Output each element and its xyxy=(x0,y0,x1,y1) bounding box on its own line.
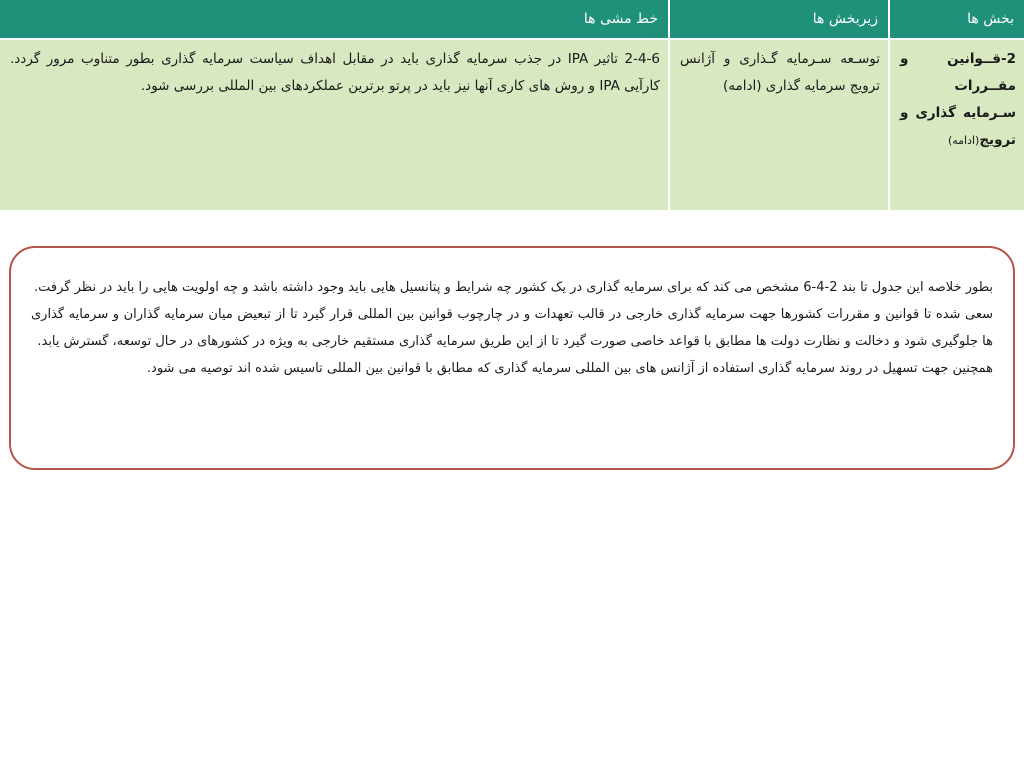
summary-paragraph: سعی شده تا قوانین و مقررات کشورها جهت سرمایه گذاری خارجی در قالب تعهدات و در چارچوب قوانین بین المللی قرار گیرد تا از تبعیض میان سرمایه گذاران و سرمایه گذاری ها جلوگیری شود و دخالت و نظارت دولت ها مطابق با قواعد خاصی صورت گیرد تا از این طریق سرمایه گذاری مستقیم خارجی به ویژه در کشورهای در حال توسعه، گسترش یابد. xyxy=(31,307,993,349)
cell-guideline: 2-4-6 تاثیر IPA در جذب سرمایه گذاری باید در مقابل اهداف سیاست سرمایه گذاری بطور متناوب مرور گردد. کارآیی IPA و روش های کاری آنها نیز باید در پرتو برترین عملکردهای بین المللی بررسی شود. xyxy=(0,39,669,210)
cell-subsection: توسـعه سـرمایه گـذاری و آژانس ترویج سرمایه گذاری (ادامه) xyxy=(669,39,889,210)
header-guideline: خط مشی ها xyxy=(0,0,669,39)
policy-table xyxy=(0,0,1024,210)
summary-paragraph: بطور خلاصه این جدول تا بند 2-4-6 مشخص می کند که برای سرمایه گذاری در یک کشور چه شرایط و پتانسیل هایی باید وجود داشته باشد و چه اولویت هایی را باید در نظر گرفت. xyxy=(34,280,993,295)
table-row xyxy=(0,39,1024,210)
header-section: بخش ها xyxy=(889,0,1024,39)
cell-section xyxy=(889,39,1024,210)
section-title: 2-قــوانین و مقــررات سـرمایه گذاری و ترویج xyxy=(900,51,1016,148)
section-note: (ادامه) xyxy=(947,134,980,147)
summary-paragraph: همچنین جهت تسهیل در روند سرمایه گذاری استفاده از آژانس های بین المللی سرمایه گذاری که مطابق با قوانین بین المللی تاسیس شده اند توصیه می شود. xyxy=(146,361,993,376)
table-header-row xyxy=(0,0,1024,39)
summary-box xyxy=(9,246,1015,470)
header-subsection: زیربخش ها xyxy=(669,0,889,39)
